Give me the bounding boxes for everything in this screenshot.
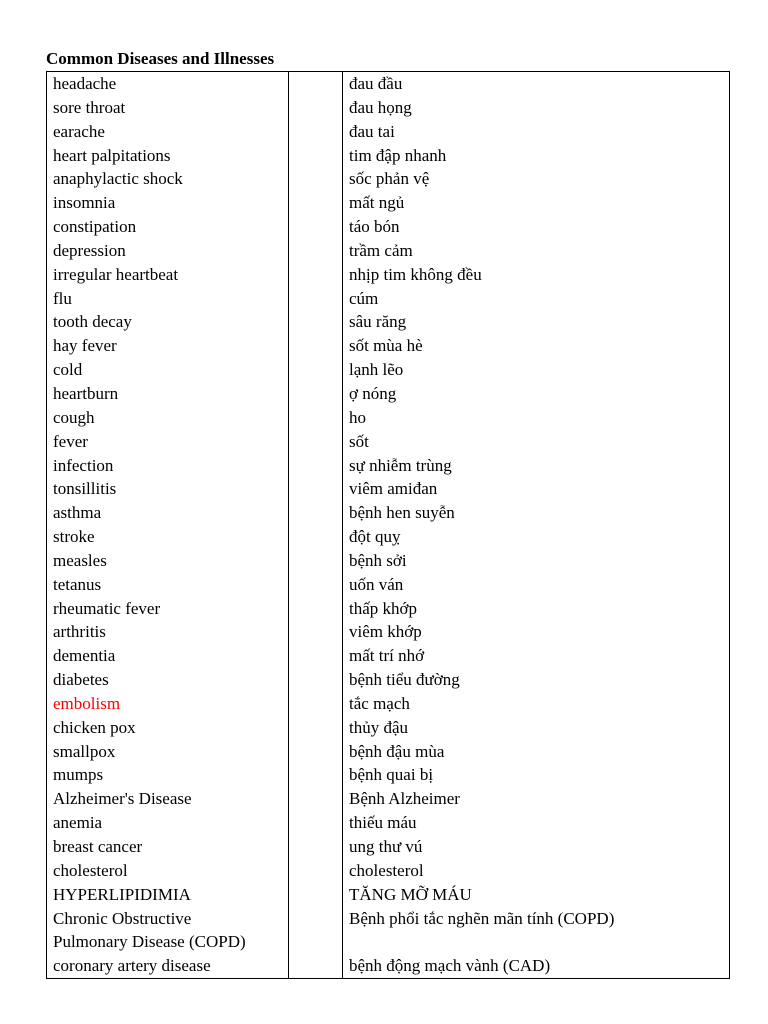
english-term-cell: anaphylactic shock <box>47 167 289 191</box>
vietnamese-term-cell: bệnh đậu mùa <box>343 740 730 764</box>
english-term-cell: arthritis <box>47 620 289 644</box>
table-row <box>47 787 730 811</box>
english-term-cell: Chronic Obstructive <box>47 907 289 931</box>
empty-cell <box>289 716 343 740</box>
vietnamese-term-cell: ung thư vú <box>343 835 730 859</box>
empty-cell <box>289 358 343 382</box>
english-term-cell: cough <box>47 406 289 430</box>
vietnamese-term-cell: đau họng <box>343 96 730 120</box>
vietnamese-term-cell: sự nhiễm trùng <box>343 454 730 478</box>
empty-cell <box>289 835 343 859</box>
english-term-cell: hay fever <box>47 334 289 358</box>
empty-cell <box>289 644 343 668</box>
table-row <box>47 144 730 168</box>
english-term-cell: earache <box>47 120 289 144</box>
table-row <box>47 501 730 525</box>
vietnamese-term-cell: đau tai <box>343 120 730 144</box>
table-row <box>47 644 730 668</box>
vietnamese-term-cell: thủy đậu <box>343 716 730 740</box>
vietnamese-term-cell: thấp khớp <box>343 597 730 621</box>
english-term-cell: heart palpitations <box>47 144 289 168</box>
table-row <box>47 287 730 311</box>
english-term-cell: measles <box>47 549 289 573</box>
vietnamese-term-cell: trầm cảm <box>343 239 730 263</box>
vietnamese-term-cell: ho <box>343 406 730 430</box>
english-term-cell: dementia <box>47 644 289 668</box>
empty-cell <box>289 477 343 501</box>
english-term-cell: flu <box>47 287 289 311</box>
table-row <box>47 334 730 358</box>
empty-cell <box>289 72 343 96</box>
vietnamese-term-cell: Bệnh Alzheimer <box>343 787 730 811</box>
empty-cell <box>289 740 343 764</box>
table-row <box>47 454 730 478</box>
table-row <box>47 549 730 573</box>
english-term-cell: cold <box>47 358 289 382</box>
empty-cell <box>289 167 343 191</box>
vietnamese-term-cell: cholesterol <box>343 859 730 883</box>
table-row <box>47 883 730 907</box>
vietnamese-term-cell: bệnh hen suyễn <box>343 501 730 525</box>
table-row <box>47 406 730 430</box>
table-row <box>47 692 730 716</box>
english-term-cell: chicken pox <box>47 716 289 740</box>
page-title: Common Diseases and Illnesses <box>46 49 275 68</box>
table-row <box>47 358 730 382</box>
table-row <box>47 835 730 859</box>
table-row <box>47 811 730 835</box>
empty-cell <box>289 620 343 644</box>
vietnamese-term-cell: lạnh lẽo <box>343 358 730 382</box>
vietnamese-term-cell: mất trí nhớ <box>343 644 730 668</box>
empty-cell <box>289 144 343 168</box>
table-row <box>47 96 730 120</box>
empty-cell <box>289 334 343 358</box>
empty-cell <box>289 263 343 287</box>
vietnamese-term-cell: Bệnh phổi tắc nghẽn mãn tính (COPD) <box>343 907 730 931</box>
english-term-cell: smallpox <box>47 740 289 764</box>
vietnamese-term-cell: mất ngủ <box>343 191 730 215</box>
table-row <box>47 239 730 263</box>
vietnamese-term-cell: bệnh sởi <box>343 549 730 573</box>
table-row <box>47 167 730 191</box>
table-row <box>47 954 730 978</box>
vietnamese-term-cell: đột quỵ <box>343 525 730 549</box>
table-row <box>47 716 730 740</box>
english-term-cell: coronary artery disease <box>47 954 289 978</box>
empty-cell <box>289 310 343 334</box>
vietnamese-term-cell: TĂNG MỠ MÁU <box>343 883 730 907</box>
vietnamese-term-cell: viêm amiđan <box>343 477 730 501</box>
empty-cell <box>289 668 343 692</box>
empty-cell <box>289 763 343 787</box>
empty-cell <box>289 501 343 525</box>
vietnamese-term-cell: bệnh tiểu đường <box>343 668 730 692</box>
table-row <box>47 763 730 787</box>
empty-cell <box>289 811 343 835</box>
table-row <box>47 310 730 334</box>
empty-cell <box>289 787 343 811</box>
english-term-cell: constipation <box>47 215 289 239</box>
vietnamese-term-cell: táo bón <box>343 215 730 239</box>
empty-cell <box>289 191 343 215</box>
english-term-cell: Alzheimer's Disease <box>47 787 289 811</box>
empty-cell <box>289 692 343 716</box>
table-row <box>47 597 730 621</box>
english-term-cell: diabetes <box>47 668 289 692</box>
empty-cell <box>289 215 343 239</box>
empty-cell <box>289 954 343 978</box>
table-row <box>47 191 730 215</box>
empty-cell <box>289 454 343 478</box>
vietnamese-term-cell: tim đập nhanh <box>343 144 730 168</box>
vietnamese-term-cell: sâu răng <box>343 310 730 334</box>
vietnamese-term-cell <box>343 930 730 954</box>
vietnamese-term-cell: cúm <box>343 287 730 311</box>
vietnamese-term-cell: viêm khớp <box>343 620 730 644</box>
table-row <box>47 525 730 549</box>
english-term-cell: infection <box>47 454 289 478</box>
table-row <box>47 215 730 239</box>
english-term-cell: HYPERLIPIDIMIA <box>47 883 289 907</box>
english-term-cell: tetanus <box>47 573 289 597</box>
english-term-cell: insomnia <box>47 191 289 215</box>
english-term-cell: asthma <box>47 501 289 525</box>
table-row <box>47 382 730 406</box>
table-row <box>47 430 730 454</box>
english-term-cell: cholesterol <box>47 859 289 883</box>
vietnamese-term-cell: bệnh động mạch vành (CAD) <box>343 954 730 978</box>
vietnamese-term-cell: uốn ván <box>343 573 730 597</box>
empty-cell <box>289 287 343 311</box>
empty-cell <box>289 549 343 573</box>
empty-cell <box>289 382 343 406</box>
vocabulary-table <box>46 71 730 979</box>
english-term-cell: embolism <box>47 692 289 716</box>
english-term-cell: headache <box>47 72 289 96</box>
empty-cell <box>289 96 343 120</box>
vocabulary-table-body <box>47 72 730 979</box>
vietnamese-term-cell: sốt <box>343 430 730 454</box>
empty-cell <box>289 883 343 907</box>
empty-cell <box>289 430 343 454</box>
table-row <box>47 907 730 931</box>
table-row <box>47 930 730 954</box>
table-row <box>47 72 730 96</box>
empty-cell <box>289 525 343 549</box>
english-term-cell: depression <box>47 239 289 263</box>
vietnamese-term-cell: tắc mạch <box>343 692 730 716</box>
empty-cell <box>289 907 343 931</box>
table-row <box>47 120 730 144</box>
english-term-cell: fever <box>47 430 289 454</box>
english-term-cell: heartburn <box>47 382 289 406</box>
english-term-cell: tooth decay <box>47 310 289 334</box>
vietnamese-term-cell: bệnh quai bị <box>343 763 730 787</box>
table-row <box>47 573 730 597</box>
empty-cell <box>289 406 343 430</box>
vietnamese-term-cell: sốc phản vệ <box>343 167 730 191</box>
empty-cell <box>289 597 343 621</box>
vietnamese-term-cell: nhịp tim không đều <box>343 263 730 287</box>
table-row <box>47 740 730 764</box>
english-term-cell: rheumatic fever <box>47 597 289 621</box>
table-row <box>47 859 730 883</box>
vietnamese-term-cell: ợ nóng <box>343 382 730 406</box>
vietnamese-term-cell: thiếu máu <box>343 811 730 835</box>
table-row <box>47 263 730 287</box>
vietnamese-term-cell: đau đầu <box>343 72 730 96</box>
english-term-cell: irregular heartbeat <box>47 263 289 287</box>
english-term-cell: tonsillitis <box>47 477 289 501</box>
english-term-cell: anemia <box>47 811 289 835</box>
vietnamese-term-cell: sốt mùa hè <box>343 334 730 358</box>
table-row <box>47 668 730 692</box>
english-term-cell: stroke <box>47 525 289 549</box>
empty-cell <box>289 120 343 144</box>
english-term-cell: mumps <box>47 763 289 787</box>
table-row <box>47 620 730 644</box>
english-term-cell: sore throat <box>47 96 289 120</box>
english-term-cell: breast cancer <box>47 835 289 859</box>
empty-cell <box>289 573 343 597</box>
empty-cell <box>289 930 343 954</box>
table-row <box>47 477 730 501</box>
empty-cell <box>289 239 343 263</box>
english-term-cell: Pulmonary Disease (COPD) <box>47 930 289 954</box>
empty-cell <box>289 859 343 883</box>
